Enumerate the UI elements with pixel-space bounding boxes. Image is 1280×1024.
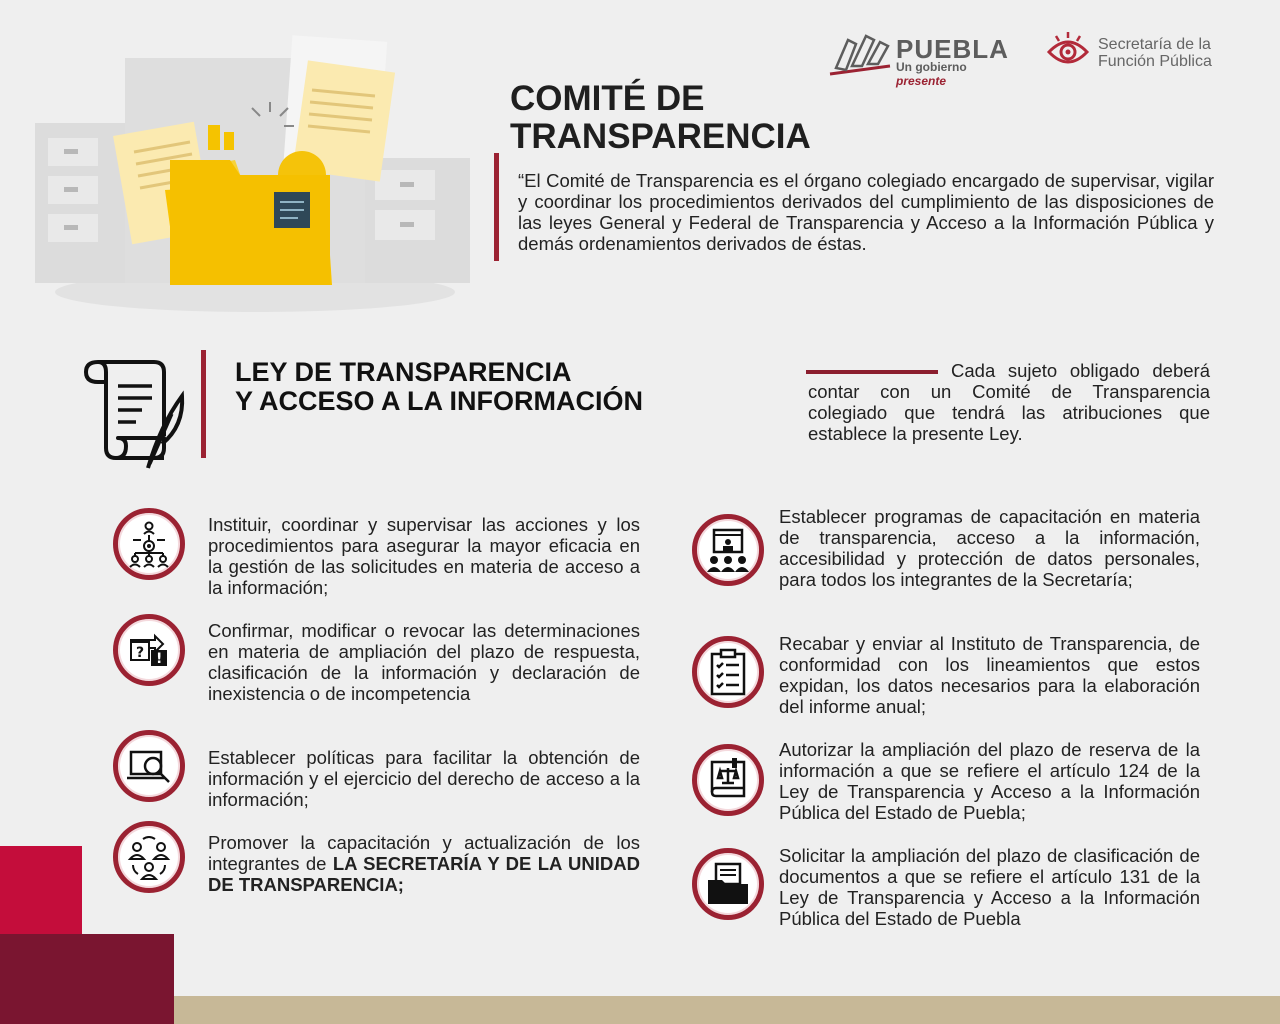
page-title [510, 80, 811, 156]
quote-accent-bar [494, 153, 499, 261]
right-item-2: Recabar y enviar al Instituto de Transparencia, de conformidad con los lineamientos que estos expidan, los datos necesarios para la elaboración del informe anual; [779, 633, 1200, 717]
section-title-line-1: LEY DE TRANSPARENCIA [235, 357, 572, 387]
left-item-2: Confirmar, modificar o revocar las determinaciones en materia de ampliación del plazo de respuesta, clasificación de la información y declaración de inexistencia o de incompetencia [208, 620, 640, 704]
sfp-logo [1046, 30, 1236, 74]
puebla-tagline [896, 60, 1018, 88]
section-title [235, 358, 643, 416]
ley-accent-bar [201, 350, 206, 458]
question-exclamation-icon [125, 626, 173, 674]
svg-text:?: ? [136, 645, 145, 661]
tagline-emphasis: presente [896, 74, 947, 88]
clipboard-checklist-icon [704, 648, 752, 696]
item-icon-ring [113, 614, 185, 686]
left-item-4-text: Promover la capacitación y actualización de los integrantes de [208, 832, 640, 874]
left-item-3: Establecer políticas para facilitar la obtención de información y el ejercicio del derecho de acceso a la información; [208, 747, 640, 810]
item-icon-ring [692, 848, 764, 920]
sfp-name: Secretaría de la Función Pública [1098, 36, 1212, 70]
left-item-4 [208, 832, 640, 895]
item-icon-ring [692, 636, 764, 708]
puebla-emblem-icon [826, 30, 894, 80]
section-title-line-2: Y ACCESO A LA INFORMACIÓN [235, 386, 644, 416]
laptop-search-icon [125, 742, 173, 790]
law-book-icon [704, 756, 752, 804]
item-icon-ring [692, 744, 764, 816]
svg-text:!: ! [156, 651, 163, 667]
right-item-1: Establecer programas de capacitación en materia de transparencia, acceso a la información, accesibilidad y protección de datos personales, para todos los integrantes de la Secretaría; [779, 506, 1200, 590]
left-item-4-emphasis: LA SECRETARÍA Y DE LA UNIDAD DE TRANSPARENCIA; [208, 853, 640, 895]
left-item-1: Instituir, coordinar y supervisar las acciones y los procedimientos para asegurar la mayor eficacia en la gestión de las solicitudes en materia de acceso a la información; [208, 514, 640, 598]
document-folder-icon [704, 860, 752, 908]
corner-block-red [0, 846, 82, 936]
right-item-4: Solicitar la ampliación del plazo de clasificación de documentos a que se refiere el artículo 131 de la Ley de Transparencia y Acceso a la Información Pública del Estado de Puebla [779, 845, 1200, 929]
right-item-3: Autorizar la ampliación del plazo de reserva de la información a que se refiere el artículo 124 de la Ley de Transparencia y Acceso a la Información Pública del Estado de Puebla; [779, 739, 1200, 823]
network-people-icon [125, 520, 173, 568]
item-icon-ring [692, 514, 764, 586]
item-icon-ring [113, 730, 185, 802]
eye-icon [1046, 30, 1090, 74]
tagline-part: Un gobierno [896, 60, 967, 74]
scroll-quill-icon [80, 356, 190, 472]
puebla-logo [826, 30, 1018, 88]
obligation-note: Cada sujeto obligado deberá contar con un Comité de Transparencia colegiado que tendrá las atribuciones que establece la presente Ley. [808, 360, 1210, 444]
item-icon-ring [113, 821, 185, 893]
training-screen-icon [704, 526, 752, 574]
people-cycle-icon [125, 833, 173, 881]
footer-band [174, 996, 1280, 1024]
corner-block-maroon [0, 934, 174, 1024]
filing-cabinet-illustration [30, 30, 480, 320]
puebla-wordmark: PUEBLA [896, 34, 1009, 64]
committee-definition: “El Comité de Transparencia es el órgano colegiado encargado de supervisar, vigilar y coordinar los procedimientos derivados del cumplimiento de las disposiciones de las leyes General y Federal de Transparencia y Acceso a la Información Pública y demás ordenamientos derivados de éstas. [518, 170, 1214, 254]
item-icon-ring [113, 508, 185, 580]
title-line-1: COMITÉ DE [510, 79, 705, 118]
title-line-2: TRANSPARENCIA [510, 117, 811, 156]
